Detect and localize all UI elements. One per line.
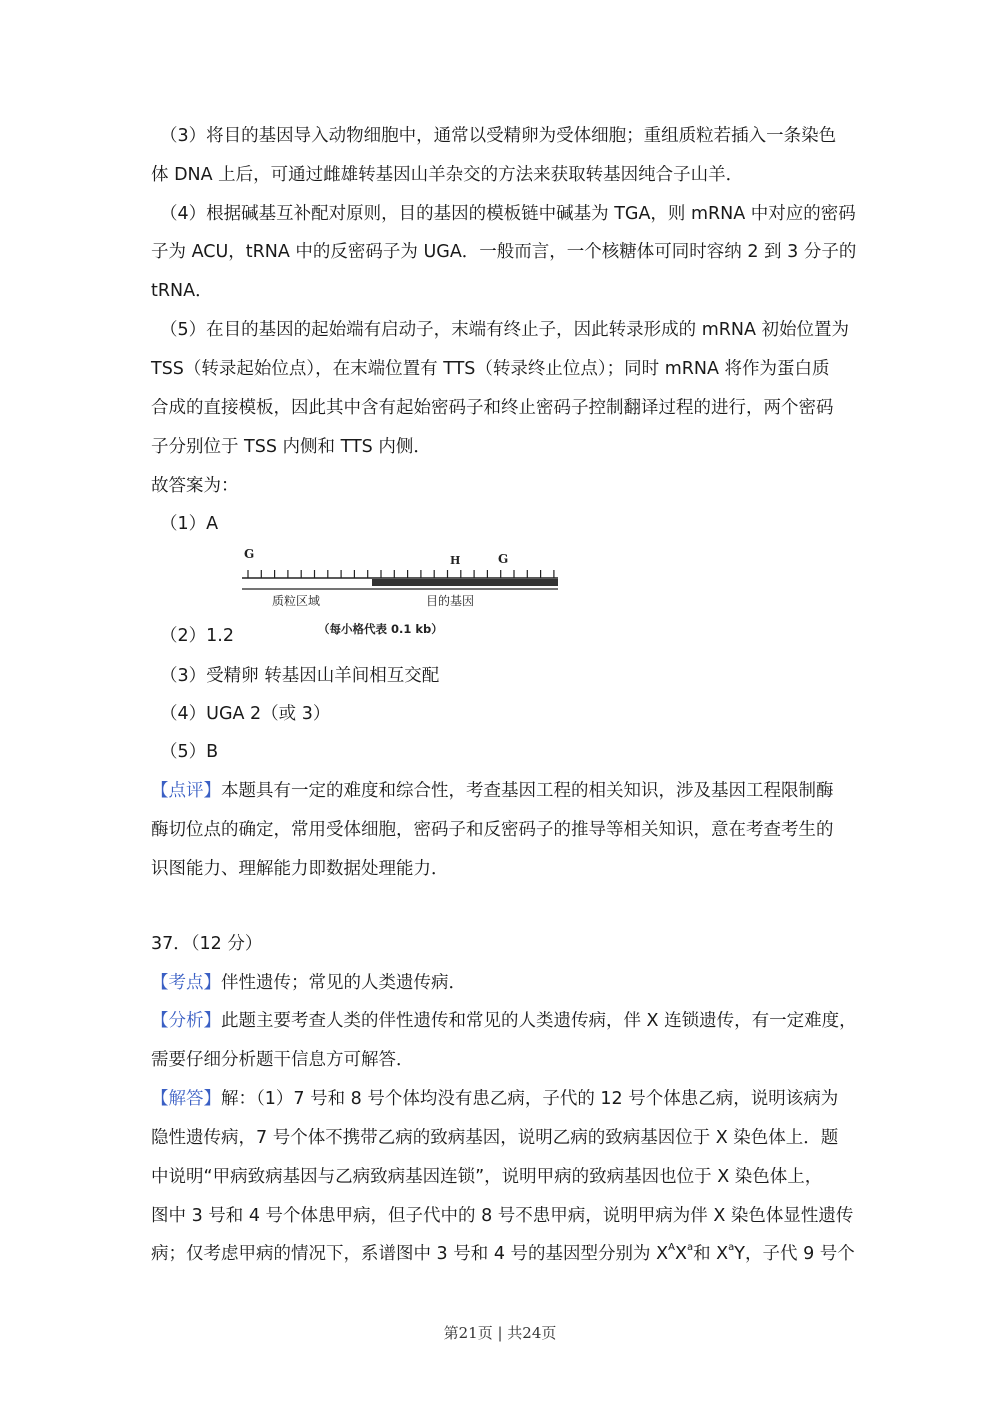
text-line: （3）将目的基因导入动物细胞中，通常以受精卵为受体细胞；重组质粒若插入一条染色 <box>160 126 837 146</box>
text-line: 子分别位于 TSS 内侧和 TTS 内侧． <box>151 437 431 457</box>
answer-4: （4）UGA 2（或 3） <box>160 704 331 724</box>
text-line: 体 DNA 上后，可通过雌雄转基因山羊杂交的方法来获取转基因纯合子山羊． <box>151 165 744 185</box>
label-g-right: G <box>498 552 509 566</box>
jieda-tag: 【解答】 <box>151 1089 221 1109</box>
fenxi-tag: 【分析】 <box>151 1011 221 1031</box>
region-plasmid-label: 质粒区域 <box>272 594 321 608</box>
text-line: 中说明“甲病致病基因与乙病致病基因连锁”，说明甲病的致病基因也位于 X 染色体上， <box>151 1167 823 1187</box>
answer-heading: 故答案为： <box>151 476 239 496</box>
page-footer: 第21页 | 共24页 <box>443 1324 557 1342</box>
scale-ticks <box>248 570 554 578</box>
answer-2: （2）1.2 <box>160 626 234 646</box>
text-line: 合成的直接模板，因此其中含有起始密码子和终止密码子控制翻译过程的进行，两个密码 <box>151 398 834 418</box>
text-line: 隐性遗传病，7 号个体不携带乙病的致病基因，说明乙病的致病基因位于 X 染色体上．题 <box>151 1128 839 1148</box>
figure-caption: （每小格代表 0.1 kb） <box>318 622 443 636</box>
text-line: （5）在目的基因的起始端有启动子，末端有终止子，因此转录形成的 mRNA 初始位置为 <box>160 320 850 340</box>
kaodian-line: 【考点】伴性遗传；常见的人类遗传病． <box>151 973 466 993</box>
target-gene-bar <box>372 579 558 586</box>
label-h: H <box>450 554 461 567</box>
text-line: TSS（转录起始位点），在末端位置有 TTS（转录终止位点）；同时 mRNA 将作为蛋白质 <box>151 359 830 379</box>
text-line: 识图能力、理解能力即数据处理能力． <box>151 859 449 879</box>
page-number: 第21页 <box>443 1324 493 1342</box>
text-line: 需要仔细分析题干信息方可解答． <box>151 1050 414 1070</box>
review-tag: 【点评】 <box>151 781 221 801</box>
text-line: 子为 ACU，tRNA 中的反密码子为 UGA．一般而言，一个核糖体可同时容纳 2 到 3 分子的 <box>151 242 857 262</box>
text-line: 酶切位点的确定，常用受体细胞，密码子和反密码子的推导等相关知识，意在考查考生的 <box>151 820 834 840</box>
text-line-genotype: 病；仅考虑甲病的情况下，系谱图中 3 号和 4 号的基因型分别为 $X^AX^a$和 $X^aY$，子代 9 号个 <box>151 1242 855 1264</box>
answer-5: （5）B <box>160 742 219 762</box>
review-line: 【点评】本题具有一定的难度和综合性，考查基因工程的相关知识，涉及基因工程限制酶 <box>151 781 834 801</box>
region-gene-label: 目的基因 <box>426 594 475 608</box>
text-line: tRNA． <box>151 281 213 301</box>
text-line: 图中 3 号和 4 号个体患甲病，但子代中的 8 号不患甲病，说明甲病为伴 X 染色体显性遗传 <box>151 1206 854 1226</box>
kaodian-tag: 【考点】 <box>151 973 221 993</box>
question-title: 37．（12 分） <box>151 934 263 954</box>
answer-1: （1）A <box>160 514 219 534</box>
label-g-left: G <box>244 547 255 561</box>
page-total: 共24页 <box>507 1324 557 1342</box>
answer-3: （3）受精卵 转基因山羊间相互交配 <box>160 666 440 686</box>
fenxi-line: 【分析】此题主要考查人类的伴性遗传和常见的人类遗传病，伴 X 连锁遗传，有一定难度， <box>151 1011 857 1031</box>
jieda-line: 【解答】解：（1）7 号和 8 号个体均没有患乙病，子代的 12 号个体患乙病，说明该病为 <box>151 1089 839 1109</box>
text-line: （4）根据碱基互补配对原则，目的基因的模板链中碱基为 TGA，则 mRNA 中对应的密码 <box>160 204 856 224</box>
